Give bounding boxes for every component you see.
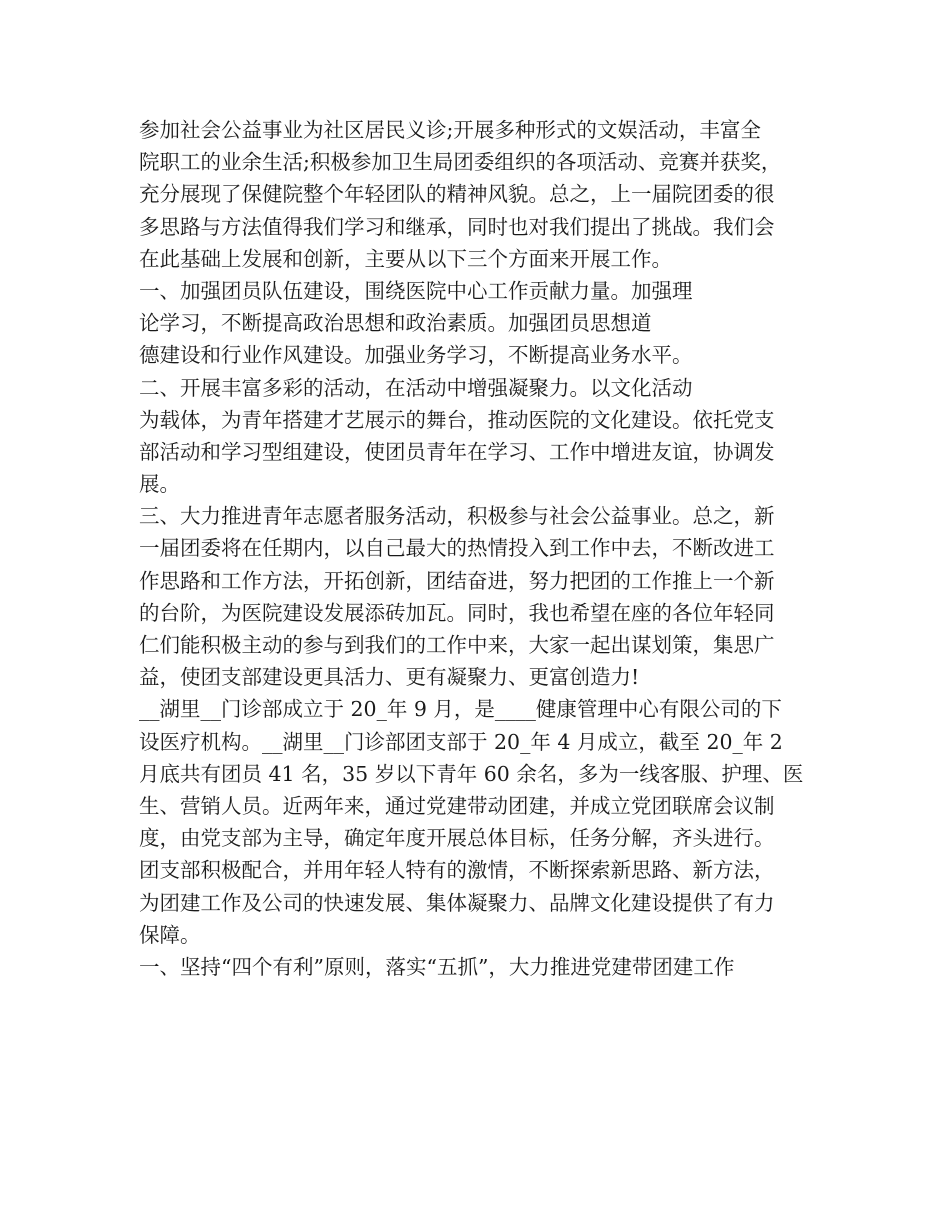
text-line: 参加社会公益事业为社区居民义诊;开展多种形式的文娱活动，丰富全 [139, 118, 761, 142]
text-line: 为团建工作及公司的快速发展、集体凝聚力、品牌文化建设提供了有力 [139, 890, 775, 915]
text-line: 二、开展丰富多彩的活动，在活动中增强凝聚力。以文化活动 [139, 375, 693, 400]
text-line: 充分展现了保健院整个年轻团队的精神风貌。总之，上一届院团委的很 [139, 182, 775, 207]
text-line: 在此基础上发展和创新，主要从以下三个方面来开展工作。 [139, 246, 672, 271]
text-line: 作思路和工作方法，开拓创新，团结奋进，努力把团的工作推上一个新 [139, 568, 775, 593]
text-line: 生、营销人员。近两年来，通过党建带动团建，并成立党团联席会议制 [139, 793, 775, 818]
text-line: 设医疗机构。__湖里__门诊部团支部于 20_年 4 月成立，截至 20_年 2 [139, 729, 783, 754]
text-line: 保障。 [139, 922, 201, 947]
text-line: 三、大力推进青年志愿者服务活动，积极参与社会公益事业。总之，新 [139, 504, 775, 529]
text-line: 多思路与方法值得我们学习和继承，同时也对我们提出了挑战。我们会 [139, 214, 775, 239]
text-line: 的台阶，为医院建设发展添砖加瓦。同时，我也希望在座的各位年轻同 [139, 600, 775, 625]
text-line: 度，由党支部为主导，确定年度开展总体目标，任务分解，齐头进行。 [139, 826, 775, 851]
text-line: 益，使团支部建设更具活力、更有凝聚力、更富创造力! [139, 665, 640, 690]
text-line: 一、加强团员队伍建设，围绕医院中心工作贡献力量。加强理 [139, 278, 693, 303]
text-line: 月底共有团员 41 名，35 岁以下青年 60 余名，多为一线客服、护理、医 [139, 761, 804, 786]
text-line: 一、坚持“四个有利”原则，落实“五抓”，大力推进党建带团建工作 [139, 954, 735, 979]
text-line: 部活动和学习型组建设，使团员青年在学习、工作中增进友谊，协调发 [139, 439, 775, 464]
text-line: 展。 [139, 472, 180, 497]
text-line: 院职工的业余生活;积极参加卫生局团委组织的各项活动、竞赛并获奖， [139, 150, 782, 175]
text-line: 一届团委将在任期内，以自己最大的热情投入到工作中去，不断改进工 [139, 536, 775, 561]
text-line: 为载体，为青年搭建才艺展示的舞台，推动医院的文化建设。依托党支 [139, 407, 775, 432]
text-line: 仁们能积极主动的参与到我们的工作中来，大家一起出谋划策，集思广 [139, 633, 775, 657]
text-line: 德建设和行业作风建设。加强业务学习，不断提高业务水平。 [139, 343, 693, 368]
text-line: 论学习，不断提高政治思想和政治素质。加强团员思想道 [139, 311, 652, 336]
text-line: 团支部积极配合，并用年轻人特有的激情，不断探索新思路、新方法， [139, 858, 775, 883]
document-body [139, 114, 829, 983]
text-line: __湖里__门诊部成立于 20_年 9 月，是____健康管理中心有限公司的下 [139, 697, 782, 722]
